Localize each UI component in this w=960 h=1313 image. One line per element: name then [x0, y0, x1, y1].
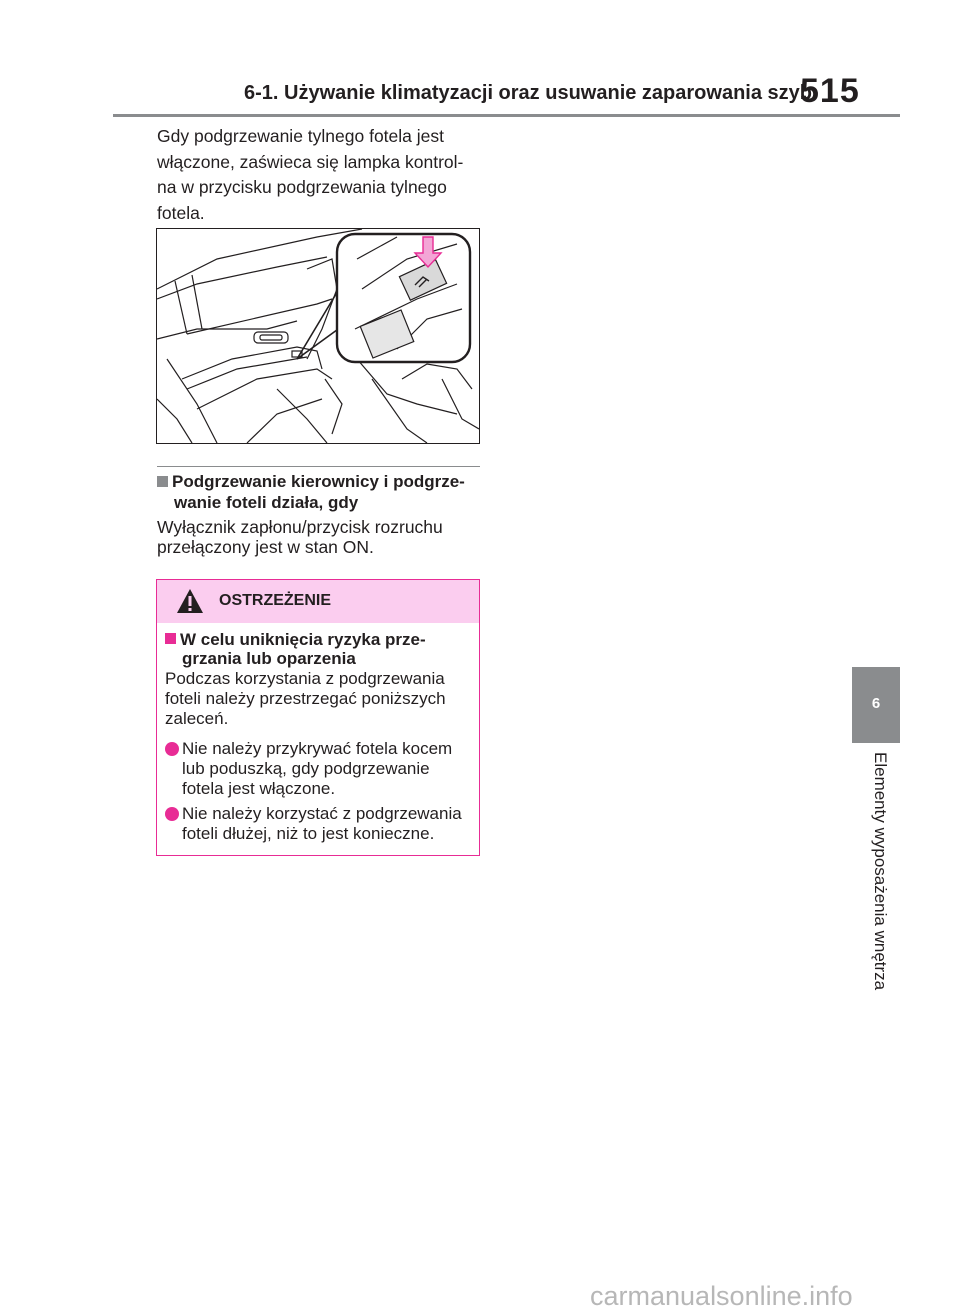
bullet-line: Nie należy przykrywać fotela kocem: [182, 739, 453, 758]
bullet-dot-icon: [165, 742, 179, 756]
intro-line: Gdy podgrzewanie tylnego fotela jest: [157, 126, 444, 146]
warning-square-icon: [165, 633, 176, 644]
warning-subheading: [165, 630, 426, 668]
warning-body: [165, 669, 475, 729]
intro-line: na w przycisku podgrzewania tylnego: [157, 177, 447, 197]
intro-line: fotela.: [157, 202, 205, 223]
warning-title: OSTRZEŻENIE: [219, 592, 332, 609]
warning-triangle-icon: [175, 587, 205, 615]
warning-subheading-line: W celu uniknięcia ryzyka prze-: [180, 630, 426, 649]
chapter-tab[interactable]: [852, 667, 900, 743]
bullet-line: Nie należy korzystać z podgrzewania: [182, 804, 462, 823]
section-body: [157, 517, 487, 557]
rear-seat-heater-illustration: [156, 228, 480, 444]
intro-line: włączone, zaświeca się lampka kontrol-: [157, 151, 464, 172]
intro-paragraph: [157, 124, 487, 226]
warning-body-line: zaleceń.: [165, 709, 229, 728]
watermark: carmanualsonline.info: [590, 1281, 853, 1311]
bullet-line: lub poduszką, gdy podgrzewanie: [182, 759, 430, 778]
chapter-label: Elementy wyposażenia wnętrza: [871, 752, 890, 991]
warning-header: [157, 580, 479, 623]
section-heading: [157, 471, 487, 513]
page-header-title: 6-1. Używanie klimatyzacji oraz usuwanie zaparowania szyb: [244, 82, 812, 104]
warning-bullet: [165, 739, 480, 799]
section-square-icon: [157, 476, 168, 487]
section-rule: [157, 466, 480, 467]
section-body-line: przełączony jest w stan ON.: [157, 537, 374, 557]
bullet-line: foteli dłużej, niż to jest konieczne.: [182, 824, 435, 843]
section-heading-line: wanie foteli działa, gdy: [174, 493, 359, 512]
warning-body-line: Podczas korzystania z podgrzewania: [165, 669, 445, 688]
warning-bullet: [165, 804, 480, 844]
bullet-line: fotela jest włączone.: [182, 779, 336, 798]
warning-box: [156, 579, 480, 856]
header-rule: [113, 114, 900, 117]
warning-body-line: foteli należy przestrzegać poniższych: [165, 689, 446, 708]
page-number: 515: [800, 72, 860, 110]
chapter-number: 6: [871, 695, 881, 712]
warning-subheading-line: grzania lub oparzenia: [182, 649, 356, 668]
bullet-dot-icon: [165, 807, 179, 821]
section-body-line: Wyłącznik zapłonu/przycisk rozruchu: [157, 517, 443, 537]
section-heading-line: Podgrzewanie kierownicy i podgrze-: [172, 472, 465, 491]
